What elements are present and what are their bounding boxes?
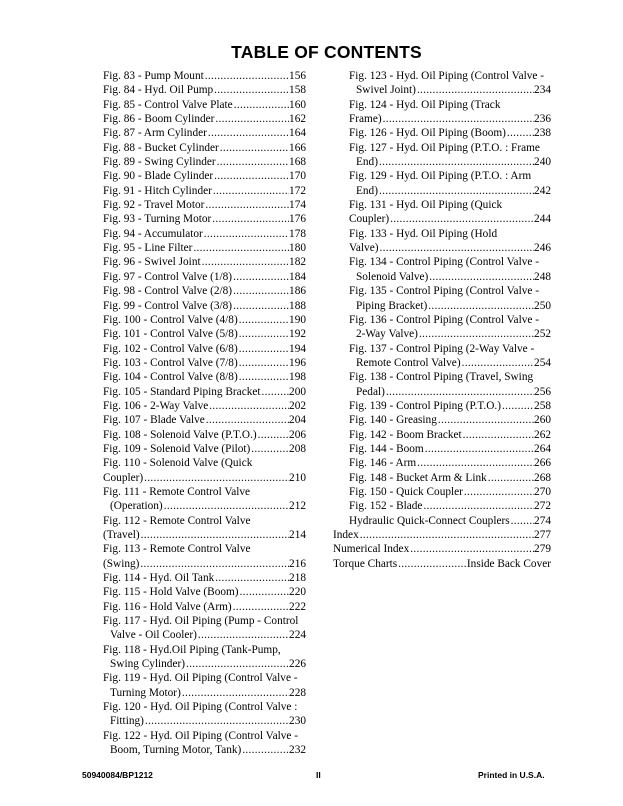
- toc-entry[interactable]: [103, 126, 306, 140]
- toc-entry-title-continued: Swing Cylinder): [110, 658, 185, 671]
- toc-page-number: 268: [534, 471, 551, 484]
- dot-leader: [390, 212, 534, 226]
- toc-entry[interactable]: [103, 700, 306, 729]
- toc-entry-title-continued: Boom, Turning Motor, Tank): [110, 744, 242, 757]
- toc-page-number: 232: [289, 744, 306, 757]
- toc-entry[interactable]: [103, 456, 306, 485]
- toc-entry-title: Fig. 83 - Pump Mount: [103, 70, 204, 82]
- toc-page-number: 208: [289, 442, 306, 455]
- toc-entry-title: Fig. 117 - Hyd. Oil Piping (Pump - Control: [103, 615, 299, 628]
- dot-leader: [423, 499, 534, 513]
- dot-leader: [214, 169, 289, 183]
- toc-entry[interactable]: [103, 399, 306, 413]
- dot-leader: [140, 557, 289, 571]
- toc-page-number: 238: [534, 127, 551, 140]
- toc-page-number: 196: [289, 356, 306, 369]
- toc-entry-title-continued: Solenoid Valve): [356, 270, 429, 283]
- toc-entry-title: Fig. 112 - Remote Control Valve: [103, 514, 251, 527]
- toc-entry[interactable]: [103, 313, 306, 327]
- dot-leader: [233, 284, 289, 298]
- toc-figure-list: [333, 69, 551, 528]
- toc-entry[interactable]: [103, 385, 306, 399]
- toc-page-number: 180: [289, 242, 306, 255]
- toc-entry[interactable]: [349, 169, 551, 198]
- dot-leader: [202, 255, 289, 269]
- toc-page-number: 252: [534, 328, 551, 341]
- toc-page-number: 226: [289, 658, 306, 671]
- toc-entry-title: Fig. 94 - Accumulator: [103, 227, 203, 240]
- toc-entry[interactable]: [349, 471, 551, 485]
- toc-page-number: 277: [534, 529, 551, 541]
- dot-leader: [438, 413, 534, 427]
- toc-page-number: 172: [289, 184, 306, 197]
- dot-leader: [239, 327, 289, 341]
- toc-entry-title: Fig. 87 - Arm Cylinder: [103, 127, 207, 140]
- toc-entry-title: Fig. 99 - Control Valve (3/8): [103, 299, 233, 312]
- toc-entry[interactable]: [103, 356, 306, 370]
- dot-leader: [205, 198, 289, 212]
- toc-entry-title: Fig. 110 - Solenoid Valve (Quick: [103, 457, 253, 470]
- toc-entry[interactable]: [103, 600, 306, 614]
- toc-page-number: 164: [289, 127, 306, 140]
- dot-leader: [209, 399, 289, 413]
- toc-entry-title-continued: 2-Way Valve): [356, 328, 418, 341]
- toc-page-number: 246: [534, 242, 551, 255]
- toc-entry-title-continued: Fitting): [110, 715, 144, 728]
- toc-entry-title: Fig. 136 - Control Piping (Control Valve -: [349, 313, 539, 326]
- toc-entry[interactable]: [103, 284, 306, 298]
- dot-leader: [186, 657, 289, 671]
- toc-entry-title: Fig. 140 - Greasing: [349, 414, 437, 427]
- toc-entry-title: Fig. 148 - Bucket Arm & Link: [349, 471, 487, 484]
- toc-entry-title: Fig. 101 - Control Valve (5/8): [103, 328, 238, 341]
- toc-entry[interactable]: [349, 442, 551, 456]
- toc-page-number: 240: [534, 156, 551, 169]
- toc-page-number: 174: [289, 199, 306, 212]
- toc-page-number: 224: [289, 629, 306, 642]
- toc-page-number: 274: [534, 514, 551, 527]
- toc-page-number: 166: [289, 141, 306, 154]
- toc-page-number: 184: [289, 270, 306, 283]
- toc-entry-title: Fig. 150 - Quick Coupler: [349, 485, 463, 498]
- toc-page-number: 176: [289, 213, 306, 226]
- toc-entry[interactable]: [349, 141, 551, 170]
- toc-entry[interactable]: [103, 413, 306, 427]
- toc-entry[interactable]: [103, 643, 306, 672]
- dot-leader: [379, 155, 534, 169]
- toc-entry[interactable]: [349, 227, 551, 256]
- toc-page-number: 218: [289, 572, 306, 585]
- toc-entry[interactable]: [103, 184, 306, 198]
- toc-entry-title: Fig. 135 - Control Piping (Control Valve -: [349, 285, 539, 298]
- toc-entry-title: Fig. 152 - Blade: [349, 500, 423, 513]
- toc-entry-title: Fig. 97 - Control Valve (1/8): [103, 270, 233, 283]
- dot-leader: [251, 442, 289, 456]
- toc-page-number: 188: [289, 299, 306, 312]
- toc-entry[interactable]: [103, 485, 306, 514]
- toc-index-list: [333, 528, 551, 571]
- toc-entry[interactable]: [349, 499, 551, 513]
- toc-entry-title: Fig. 134 - Control Piping (Control Valve -: [349, 256, 539, 269]
- toc-page-number: 260: [534, 414, 551, 427]
- dot-leader: [463, 428, 534, 442]
- toc-entry[interactable]: [349, 342, 551, 371]
- toc-entry-title: Fig. 98 - Control Valve (2/8): [103, 285, 233, 298]
- toc-entry-title: Fig. 89 - Swing Cylinder: [103, 156, 216, 169]
- toc-entry[interactable]: [103, 370, 306, 384]
- toc-entry-title: Fig. 102 - Control Valve (6/8): [103, 342, 238, 355]
- toc-page-number: 158: [289, 84, 306, 97]
- toc-entry-title-continued: Valve - Oil Cooler): [110, 629, 197, 642]
- toc-entry[interactable]: [103, 571, 306, 585]
- toc-page-number: 178: [289, 227, 306, 240]
- dot-leader: [502, 399, 534, 413]
- toc-entry-title-continued: Pedal): [356, 385, 385, 398]
- toc-page-number: 266: [534, 457, 551, 470]
- dot-leader: [205, 69, 289, 83]
- page-title: TABLE OF CONTENTS: [231, 42, 422, 62]
- dot-leader: [419, 327, 534, 341]
- toc-page-number: 250: [534, 299, 551, 312]
- toc-entry[interactable]: [103, 270, 306, 284]
- toc-page-number: 264: [534, 442, 551, 455]
- toc-entry[interactable]: [349, 284, 551, 313]
- toc-page-number: 162: [289, 113, 306, 126]
- dot-leader: [233, 600, 289, 614]
- toc-entry-title-continued: Turning Motor): [110, 686, 181, 699]
- toc-entry-title: Fig. 137 - Control Piping (2-Way Valve -: [349, 342, 535, 355]
- toc-entry[interactable]: [103, 342, 306, 356]
- toc-page-number: 256: [534, 385, 551, 398]
- toc-entry-title: Fig. 139 - Control Piping (P.T.O.): [349, 399, 501, 412]
- toc-entry-title-continued: Coupler): [103, 471, 144, 484]
- toc-page-number: 258: [534, 399, 551, 412]
- toc-page-number: 262: [534, 428, 551, 441]
- toc-entry-title: Fig. 124 - Hyd. Oil Piping (Track: [349, 98, 501, 111]
- toc-entry[interactable]: [349, 456, 551, 470]
- dot-leader: [206, 413, 289, 427]
- toc-entry-title: Fig. 111 - Remote Control Valve: [103, 485, 251, 498]
- toc-entry-title: Fig. 138 - Control Piping (Travel, Swing: [349, 371, 534, 384]
- toc-entry[interactable]: [103, 514, 306, 543]
- dot-leader: [220, 141, 289, 155]
- toc-entry-title: Fig. 107 - Blade Valve: [103, 414, 205, 427]
- toc-page-number: Inside Back Cover: [466, 557, 551, 570]
- dot-leader: [145, 714, 289, 728]
- toc-entry-title: Fig. 115 - Hold Valve (Boom): [103, 586, 239, 599]
- dot-leader: [398, 557, 467, 571]
- dot-leader: [213, 184, 289, 198]
- dot-leader: [182, 686, 289, 700]
- toc-entry-title: Fig. 86 - Boom Cylinder: [103, 113, 215, 126]
- toc-entry[interactable]: [103, 227, 306, 241]
- dot-leader: [240, 585, 289, 599]
- dot-leader: [204, 227, 289, 241]
- toc-entry[interactable]: [103, 112, 306, 126]
- toc-entry-title-continued: (Travel): [103, 529, 140, 541]
- toc-entry-title: Fig. 113 - Remote Control Valve: [103, 543, 251, 556]
- toc-entry[interactable]: [333, 528, 551, 542]
- toc-entry-title: Fig. 119 - Hyd. Oil Piping (Control Valve -: [103, 672, 298, 685]
- toc-entry-title: Hydraulic Quick-Connect Couplers: [349, 514, 510, 527]
- toc-entry-title: Fig. 127 - Hyd. Oil Piping (P.T.O. : Frame: [349, 141, 540, 154]
- toc-page-number: 156: [289, 70, 306, 82]
- toc-entry[interactable]: [103, 299, 306, 313]
- toc-entry-title: Numerical Index: [333, 543, 410, 556]
- toc-entry-title: Fig. 100 - Control Valve (4/8): [103, 313, 238, 326]
- toc-entry[interactable]: [103, 671, 306, 700]
- toc-entry[interactable]: [349, 313, 551, 342]
- toc-page-number: 200: [289, 385, 306, 398]
- toc-page-number: 272: [534, 500, 551, 513]
- dot-leader: [258, 428, 289, 442]
- dot-leader: [462, 356, 534, 370]
- dot-leader: [234, 98, 289, 112]
- dot-leader: [379, 241, 534, 255]
- toc-entry[interactable]: [103, 729, 306, 758]
- dot-leader: [239, 313, 289, 327]
- dot-leader: [215, 571, 289, 585]
- toc-entry[interactable]: [333, 542, 551, 556]
- dot-leader: [383, 112, 534, 126]
- toc-entry[interactable]: [349, 514, 551, 528]
- toc-page-number: 190: [289, 313, 306, 326]
- toc-entry-title: Fig. 88 - Bucket Cylinder: [103, 141, 219, 154]
- toc-page-number: 170: [289, 170, 306, 183]
- toc-entry-title: Fig. 84 - Hyd. Oil Pump: [103, 84, 214, 97]
- dot-leader: [217, 155, 289, 169]
- toc-entry-title-continued: End): [356, 184, 378, 197]
- toc-page-number: 279: [534, 543, 551, 556]
- toc-entry[interactable]: [349, 413, 551, 427]
- toc-entry-title: Index: [333, 529, 359, 541]
- toc-entry-title: Fig. 123 - Hyd. Oil Piping (Control Valve -: [349, 70, 544, 82]
- toc-entry-title: Fig. 96 - Swivel Joint: [103, 256, 201, 269]
- toc-page-number: 244: [534, 213, 551, 226]
- toc-entry-title: Fig. 114 - Hyd. Oil Tank: [103, 572, 215, 585]
- toc-entry-title: Fig. 85 - Control Valve Plate: [103, 98, 233, 111]
- toc-entry[interactable]: [103, 585, 306, 599]
- toc-entry[interactable]: [103, 198, 306, 212]
- toc-entry[interactable]: [103, 155, 306, 169]
- toc-page-number: 230: [289, 715, 306, 728]
- toc-entry-title: Fig. 116 - Hold Valve (Arm): [103, 600, 232, 613]
- printed-notice: Printed in U.S.A.: [478, 770, 545, 780]
- toc-entry[interactable]: [349, 98, 551, 127]
- toc-page-number: 270: [534, 485, 551, 498]
- toc-entry-title-continued: End): [356, 156, 378, 169]
- dot-leader: [379, 184, 534, 198]
- toc-page-number: 210: [289, 471, 306, 484]
- toc-entry-title: Fig. 131 - Hyd. Oil Piping (Quick: [349, 199, 503, 212]
- toc-entry-title: Fig. 90 - Blade Cylinder: [103, 170, 214, 183]
- document-number: 50940084/BP1212: [82, 770, 153, 780]
- toc-right-column: [333, 69, 551, 571]
- toc-entry[interactable]: [349, 255, 551, 284]
- toc-page-number: 254: [534, 356, 551, 369]
- toc-entry[interactable]: [103, 83, 306, 97]
- toc-page-number: 204: [289, 414, 306, 427]
- toc-page-number: 234: [534, 84, 551, 97]
- toc-page-number: 228: [289, 686, 306, 699]
- toc-entry-title-continued: Remote Control Valve): [356, 356, 461, 369]
- toc-entry[interactable]: [103, 327, 306, 341]
- dot-leader: [242, 743, 289, 757]
- toc-entry[interactable]: [349, 198, 551, 227]
- dot-leader: [417, 456, 534, 470]
- toc-entry[interactable]: [103, 212, 306, 226]
- toc-entry[interactable]: [103, 241, 306, 255]
- toc-entry-title-continued: (Swing): [103, 557, 140, 570]
- toc-entry-title: Fig. 144 - Boom: [349, 442, 424, 455]
- dot-leader: [511, 514, 534, 528]
- dot-leader: [233, 270, 289, 284]
- toc-entry-title: Fig. 142 - Boom Bracket: [349, 428, 462, 441]
- dot-leader: [198, 628, 289, 642]
- toc-page-number: 214: [289, 529, 306, 541]
- toc-entry[interactable]: [103, 169, 306, 183]
- toc-entry[interactable]: [349, 69, 551, 98]
- toc-entry[interactable]: [349, 370, 551, 399]
- toc-entry-title-continued: Coupler): [349, 213, 390, 226]
- dot-leader: [262, 385, 290, 399]
- toc-entry-title: Fig. 105 - Standard Piping Bracket: [103, 385, 261, 398]
- toc-entry-title-continued: Piping Bracket): [356, 299, 428, 312]
- toc-entry[interactable]: [349, 485, 551, 499]
- toc-entry-title: Fig. 95 - Line Filter: [103, 242, 193, 255]
- toc-entry[interactable]: [103, 255, 306, 269]
- dot-leader: [233, 299, 289, 313]
- toc-page-number: 216: [289, 557, 306, 570]
- toc-entry[interactable]: [103, 141, 306, 155]
- toc-page-number: 168: [289, 156, 306, 169]
- toc-page-number: 220: [289, 586, 306, 599]
- toc-entry-title: Fig. 103 - Control Valve (7/8): [103, 356, 238, 369]
- toc-entry-title: Fig. 122 - Hyd. Oil Piping (Control Valve -: [103, 729, 298, 742]
- dot-leader: [410, 542, 534, 556]
- toc-page-number: 186: [289, 285, 306, 298]
- toc-entry[interactable]: [103, 542, 306, 571]
- toc-entry-title: Fig. 93 - Turning Motor: [103, 213, 212, 226]
- toc-entry-title: Fig. 104 - Control Valve (8/8): [103, 371, 238, 384]
- toc-page-number: 248: [534, 270, 551, 283]
- toc-entry-title: Fig. 92 - Travel Motor: [103, 199, 205, 212]
- toc-entry-title: Fig. 106 - 2-Way Valve: [103, 399, 209, 412]
- dot-leader: [386, 385, 534, 399]
- toc-entry-title: Fig. 129 - Hyd. Oil Piping (P.T.O. : Arm: [349, 170, 532, 183]
- dot-leader: [464, 485, 534, 499]
- dot-leader: [239, 342, 289, 356]
- toc-page-number: 160: [289, 98, 306, 111]
- dot-leader: [428, 299, 534, 313]
- toc-entry-title: Fig. 109 - Solenoid Valve (Pilot): [103, 442, 251, 455]
- toc-entry-title-continued: Frame): [349, 113, 382, 126]
- toc-entry-title-continued: (Operation): [110, 500, 163, 513]
- toc-entry[interactable]: [103, 428, 306, 442]
- toc-entry[interactable]: [349, 428, 551, 442]
- dot-leader: [488, 471, 534, 485]
- toc-page-number: 212: [289, 500, 306, 513]
- toc-page-number: 192: [289, 328, 306, 341]
- toc-page-number: 194: [289, 342, 306, 355]
- page-number: II: [316, 770, 321, 780]
- dot-leader: [507, 126, 534, 140]
- dot-leader: [429, 270, 534, 284]
- dot-leader: [144, 471, 289, 485]
- dot-leader: [417, 83, 534, 97]
- toc-entry-title: Torque Charts: [333, 557, 398, 570]
- toc-entry-title: Fig. 120 - Hyd. Oil Piping (Control Valve :: [103, 701, 298, 714]
- toc-entry[interactable]: [349, 399, 551, 413]
- dot-leader: [215, 112, 289, 126]
- toc-entry-title: Fig. 133 - Hyd. Oil Piping (Hold: [349, 227, 498, 240]
- toc-page-number: 202: [289, 399, 306, 412]
- toc-entry-title: Fig. 118 - Hyd.Oil Piping (Tank-Pump,: [103, 643, 281, 656]
- dot-leader: [214, 83, 289, 97]
- toc-left-column: [103, 69, 306, 758]
- dot-leader: [141, 528, 289, 542]
- dot-leader: [212, 212, 289, 226]
- dot-leader: [425, 442, 534, 456]
- toc-entry[interactable]: [103, 614, 306, 643]
- toc-entry-title-continued: Swivel Joint): [356, 84, 416, 97]
- toc-entry-title: Fig. 126 - Hyd. Oil Piping (Boom): [349, 127, 506, 140]
- dot-leader: [360, 528, 534, 542]
- toc-entry[interactable]: [103, 69, 306, 83]
- toc-page-number: 222: [289, 600, 306, 613]
- dot-leader: [208, 126, 289, 140]
- toc-entry-title: Fig. 146 - Arm: [349, 457, 417, 470]
- dot-leader: [164, 499, 289, 513]
- toc-entry[interactable]: [333, 557, 551, 571]
- toc-page-number: 182: [289, 256, 306, 269]
- toc-page-number: 206: [289, 428, 306, 441]
- toc-entry[interactable]: [103, 442, 306, 456]
- toc-entry[interactable]: [103, 98, 306, 112]
- toc-page-number: 242: [534, 184, 551, 197]
- toc-entry-title: Fig. 91 - Hitch Cylinder: [103, 184, 212, 197]
- toc-entry-title-continued: Valve): [349, 242, 379, 255]
- toc-entry-title: Fig. 108 - Solenoid Valve (P.T.O.): [103, 428, 257, 441]
- toc-entry[interactable]: [349, 126, 551, 140]
- dot-leader: [193, 241, 289, 255]
- dot-leader: [239, 370, 289, 384]
- toc-page-number: 236: [534, 113, 551, 126]
- dot-leader: [239, 356, 289, 370]
- toc-page-number: 198: [289, 371, 306, 384]
